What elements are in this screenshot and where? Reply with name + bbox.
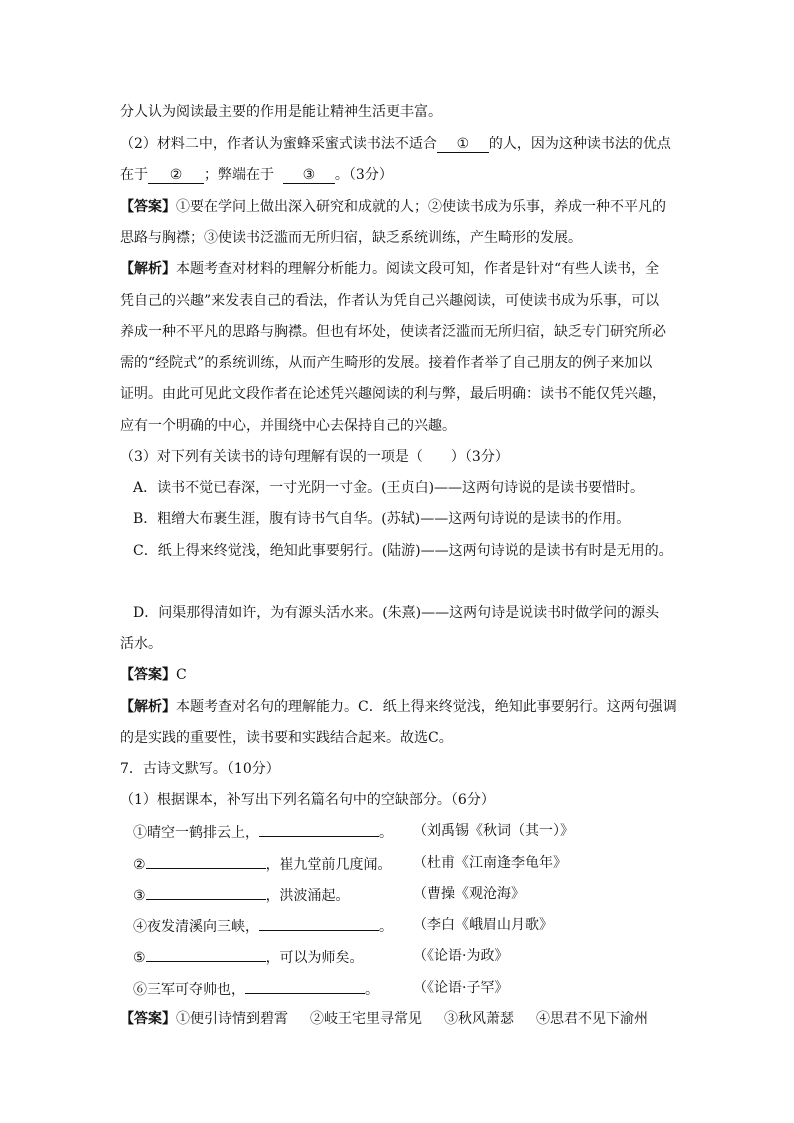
poem-line: ② ，崔九堂前几度闻。: [133, 854, 392, 872]
poem-line: ⑥三军可夺帅也， 。: [133, 979, 379, 997]
text-line: 分人认为阅读最主要的作用是能让精神生活更丰富。: [120, 104, 442, 120]
poem-source: （《论语·为政》: [413, 948, 509, 964]
text-line: 应有一个明确的中心，并围绕中心去保持自己的兴趣。: [120, 418, 456, 434]
text-line: 活水。: [120, 636, 162, 652]
question-3: （3）对下列有关读书的诗句理解有误的一项是（ ）（3分）: [120, 449, 509, 465]
text-line: 的是实践的重要性，读书要和实践结合起来。故选C。: [120, 730, 453, 746]
fill-blank: [259, 822, 379, 837]
fill-blank: [146, 885, 266, 900]
option-b: B．粗缯大布裹生涯，腹有诗书气自华。(苏轼)——这两句诗说的是读书的作用。: [133, 511, 631, 527]
answer-line: 【答案】①要在学问上做出深入研究和成就的人；②使读书成为乐事，养成一种不平凡的: [120, 199, 666, 215]
text-line: 思路与胸襟；③使读书泛滥而无所归宿，缺乏系统训练，产生畸形的发展。: [120, 230, 582, 246]
poem-source: （刘禹锡《秋词（其一）》: [413, 823, 574, 839]
question-7: 7．古诗文默写。（10分）: [120, 761, 280, 777]
poem-source: （曹操《观沧海》: [413, 886, 525, 902]
poem-line: ①晴空一鹤排云上， 。: [133, 822, 393, 840]
question-2-cont: 在于 ② ；弊端在于 ③ 。（3分）: [120, 167, 393, 183]
poem-source: （李白《峨眉山月歌》: [413, 917, 553, 933]
poem-line: ⑤ ，可以为师矣。: [133, 947, 364, 965]
answer-label: 【答案】: [120, 199, 176, 215]
answer-line: 【答案】①便引诗情到碧霄 ②岐王宅里寻常见 ③秋风萧瑟 ④思君不见下渝州: [120, 1011, 648, 1027]
text-line: 凭自己的兴趣”来发表自己的看法，作者认为凭自己兴趣阅读，可使读书成为乐事，可以: [120, 293, 660, 309]
analysis-label: 【解析】: [120, 699, 176, 715]
poem-source: （杜甫《江南逢李龟年》: [413, 855, 567, 871]
question-7-1: （1）根据课本，补写出下列名篇名句中的空缺部分。（6分）: [120, 792, 495, 808]
analysis-line: 【解析】本题考查对名句的理解能力。C．纸上得来终觉浅，绝知此事要躬行。这两句强调: [120, 699, 677, 715]
answer-label: 【答案】: [120, 1011, 176, 1027]
text-line: 养成一种不平凡的思路与胸襟。但也有坏处，使读者泛滥而无所归宿，缺乏专门研究所必: [120, 324, 666, 340]
poem-line: ③ ，洪波涌起。: [133, 885, 350, 903]
option-a: A．读书不觉已春深，一寸光阴一寸金。(王贞白)——这两句诗说的是读书要惜时。: [133, 480, 645, 496]
fill-blank: [245, 979, 365, 994]
analysis-line: 【解析】本题考查对材料的理解分析能力。阅读文段可知，作者是针对“有些人读书，全: [120, 261, 660, 277]
fill-blank: [259, 916, 379, 931]
text-line: 需的“经院式”的系统训练，从而产生畸形的发展。接着作者举了自己朋友的例子来加以: [120, 355, 653, 371]
text-line: 证明。由此可见此文段作者在论述凭兴趣阅读的利与弊，最后明确：读书不能仅凭兴趣，: [120, 386, 666, 402]
blank-3: ③: [283, 168, 335, 184]
fill-blank: [146, 854, 266, 869]
analysis-label: 【解析】: [120, 261, 176, 277]
answer-line: 【答案】C: [120, 667, 187, 683]
blank-2: ②: [148, 168, 204, 184]
question-2: （2）材料二中，作者认为蜜蜂采蜜式读书法不适合 ① 的人，因为这种读书法的优点: [120, 136, 671, 152]
poem-line: ④夜发清溪向三峡， 。: [133, 916, 393, 934]
option-d: D．问渠那得清如许，为有源头活水来。(朱熹)——这两句诗是说读书时做学问的源头: [133, 605, 660, 621]
fill-blank: [146, 947, 266, 962]
answer-label: 【答案】: [120, 667, 176, 683]
poem-source: （《论语·子罕》: [413, 980, 509, 996]
option-c: C．纸上得来终觉浅，绝知此事要躬行。(陆游)——这两句诗说的是读书有时是无用的。: [133, 543, 673, 559]
blank-1: ①: [437, 137, 489, 153]
